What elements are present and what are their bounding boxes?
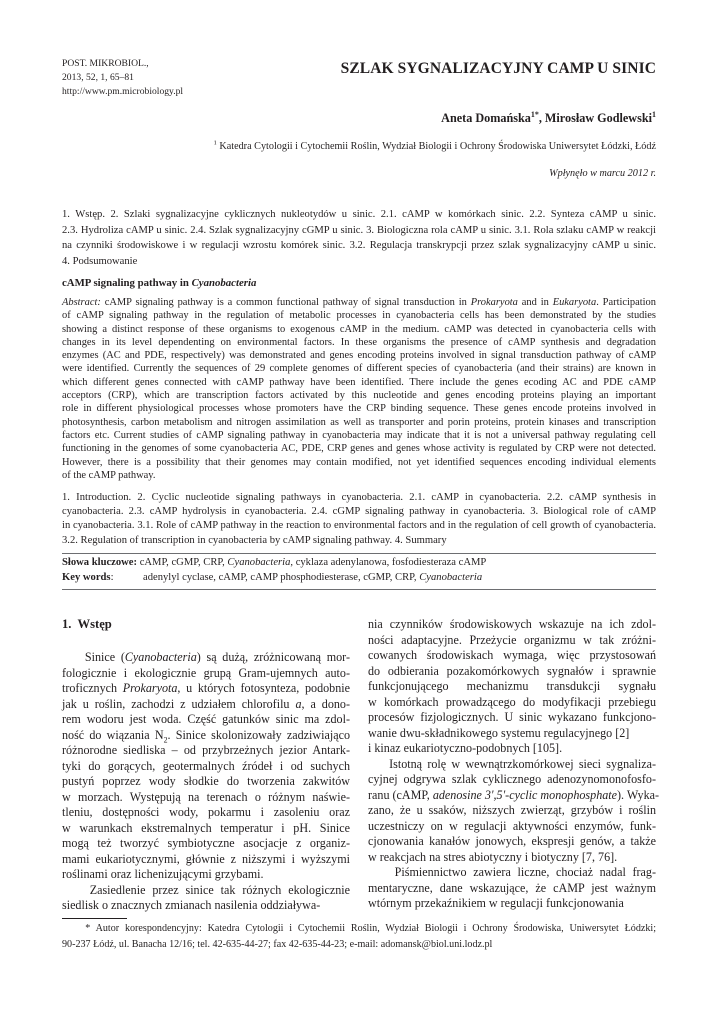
text-segment: However, there is a possibility that their genomes may contain modified, not yet identified sequences encoding individual elements	[62, 456, 656, 468]
text-segment: w reakcjach na stres abiotyczny i biotyczny [7, 76].	[368, 849, 618, 864]
text-segment: siedlisk o znacznych zmianach nasilenia oddziaływa-	[62, 898, 321, 912]
footnote-rule	[62, 918, 127, 919]
article-title: SZLAK SYGNALIZACYJNY CAMP U SINIC	[340, 60, 656, 77]
toc-english	[62, 491, 656, 548]
keywords-top-rule	[62, 553, 656, 554]
author-1-affil: 1*	[530, 109, 539, 119]
italic-segment: Abstract:	[62, 297, 101, 308]
text-segment: na czynniki środowiskowe i w regulacji wzrostu komórek sinic. 3.2. Regulacja transkrypcji przez szlak sygnalizacyjny cAMP u sinic.	[62, 240, 656, 251]
italic-segment: a	[295, 696, 302, 711]
text-line	[368, 819, 656, 835]
text-segment: cAMP signaling pathway is a common functional pathway of signal transduction in	[100, 297, 471, 308]
text-segment: , u których fotosynteza, podobnie	[177, 681, 350, 695]
text-segment: in cyanobacteria. 3.1. Role of cAMP pathway in the reaction to environmental factors and in the regulation of cell growth of cyanobacteria.	[62, 520, 656, 532]
text-segment: cjonowania kanałów jonowych, ekspresji genów, a także	[368, 834, 656, 848]
text-line	[62, 491, 656, 505]
keywords-english-colon: :	[110, 572, 114, 583]
journal-citation	[62, 57, 183, 99]
body-column-left	[62, 650, 350, 914]
text-line	[62, 429, 656, 442]
text-line	[62, 697, 350, 713]
author-2-affil: 1	[652, 109, 656, 119]
text-line	[62, 223, 656, 239]
text-line	[62, 681, 350, 697]
text-line	[62, 650, 350, 666]
text-segment: mogą też tworzyć symbiotyczne asocjacje z organiz-	[62, 836, 350, 850]
text-line	[62, 774, 350, 790]
text-segment: ). Wyka-	[617, 787, 660, 802]
text-segment: wanie dwu-składnikowego systemu regulacyjnego [2]	[368, 725, 630, 740]
received-date: Wpłynęło w marcu 2012 r.	[549, 168, 656, 179]
text-segment: photosynthesis, carbon metabolism and nitrogen assimilation as well as transporter and porin proteins, protein kinases and transcription	[62, 416, 656, 428]
text-segment: rem wodoru jest woda. Część gatunków sinic ma zdol-	[62, 712, 350, 726]
text-segment: Istotną rolę w wewnątrzkomórkowej sieci sygnaliza-	[368, 756, 656, 771]
text-segment: cyanobacteria. 2.3. cAMP hydrolysis in cyanobacteria. 2.4. cGMP signaling pathway in cyanobacteria. 3. Biological role of cAMP	[62, 506, 656, 518]
text-segment: 1. Introduction. 2. Cyclic nucleotide signaling pathways in cyanobacteria. 2.1. cAMP in cyanobacteria. 2.2. cAMP synthesis in	[62, 492, 656, 503]
text-segment: showing a distinct response of these organisms to exogenous cAMP in the medium. cAMP was detected in cyanobacteria cells with	[62, 323, 656, 335]
keywords-polish-text: cAMP, cGMP, CRP,	[137, 557, 228, 568]
text-line	[62, 519, 656, 533]
text-line	[62, 309, 656, 322]
journal-name: POST. MIKROBIOL.,	[62, 58, 149, 69]
text-segment: Zasiedlenie przez sinice tak różnych ekologicznie	[62, 882, 350, 897]
affiliation	[214, 141, 657, 152]
text-segment: of cAMP signaling pathway in the regulation of metabolic processes in cyanobacteria cells has been demonstrated by the studies	[62, 310, 656, 322]
keywords-polish	[62, 555, 486, 570]
text-segment: nia czynników środowiskowych wskazuje na ich zdol-	[368, 617, 656, 631]
text-line	[62, 505, 656, 519]
text-line	[62, 937, 656, 953]
keywords-bottom-rule	[62, 589, 656, 590]
text-segment: Sinice (	[62, 650, 125, 664]
keywords-polish-label: Słowa kluczowe:	[62, 557, 138, 568]
text-line	[62, 389, 656, 402]
text-line	[368, 772, 656, 788]
journal-url[interactable]: http://www.pm.microbiology.pl	[62, 86, 184, 97]
text-line	[368, 757, 656, 773]
text-segment: mami eukariotycznymi, głównie z niższymi i wyższymi	[62, 851, 350, 866]
text-line	[62, 821, 350, 837]
text-line	[368, 850, 656, 866]
text-segment: cowanych środowiskach wymaga, więc przystosowań	[368, 648, 656, 662]
keywords-english	[62, 570, 482, 585]
text-segment: w komórkach prowadzącego do modyfikacji przebiegu	[368, 694, 656, 709]
author-2: Mirosław Godlewski	[544, 111, 653, 125]
text-line	[62, 883, 350, 899]
abstract	[62, 296, 656, 482]
text-segment: * Autor korespondencyjny: Katedra Cytologii i Cytochemii Roślin, Wydział Biologii i Ochrony Środowiska, Uniwersytet Łódzki;	[62, 923, 656, 934]
text-segment: do odbierania pozakomórkowych sygnałów i sprawnie	[368, 663, 656, 678]
text-line	[62, 728, 350, 744]
text-segment: różnorodne siedliska – od przybrzeżnych jezior Antark-	[62, 743, 350, 757]
text-segment: were identified. Currently the sequences of 29 complete genomes of different species of cyanobacteria (and their strains) are known in	[62, 363, 656, 375]
text-segment: mentaryczne, dane wskazujące, że cAMP jest ważnym	[368, 880, 656, 895]
text-segment: 2.3. Hydroliza cAMP u sinic. 2.4. Szlak sygnalizacyjny cGMP u sinic. 3. Biologiczna rola cAMP u sinic. 3.1. Rola szlaku cAMP w reakcji	[62, 224, 656, 236]
text-line	[368, 710, 656, 726]
text-segment: w morzach. Występują na terenach o różnym naświe-	[62, 789, 350, 804]
text-line	[368, 834, 656, 850]
authors	[441, 111, 656, 126]
italic-segment: Eukaryota	[552, 297, 597, 308]
text-line	[62, 743, 350, 759]
text-line	[368, 803, 656, 819]
text-line	[368, 695, 656, 711]
text-line	[368, 633, 656, 649]
text-line	[62, 336, 656, 349]
text-segment: 4. Podsumowanie	[62, 255, 138, 267]
text-segment: Piśmiennictwo zawiera liczne, chociaż nadal frag-	[368, 865, 656, 879]
author-1: Aneta Domańska	[441, 111, 531, 125]
text-line	[62, 207, 656, 223]
english-title	[62, 277, 656, 289]
text-line	[62, 442, 656, 455]
text-segment: and in	[517, 297, 553, 308]
text-segment: 3.2. Regulation of transcription in cyanobacteria by cAMP signaling pathway. 4. Summary	[62, 534, 447, 546]
text-segment: acceptors (CRP), which are transcription factors activated by this nucleotide and genes encoding proteins playing an important	[62, 390, 656, 402]
keywords-polish-italic: Cyanobacteria	[227, 557, 291, 568]
text-line	[62, 296, 656, 309]
text-segment: tleniu, dostępności wody, pokarmu i zasoleniu oraz	[62, 805, 350, 819]
text-segment: procesów fizjologicznych. U sinic wykazano funkcjono-	[368, 710, 656, 724]
english-title-text: cAMP signaling pathway in	[62, 277, 192, 289]
text-line	[368, 726, 656, 742]
keywords-english-label-text: Key words	[62, 572, 111, 583]
text-segment: pustyń poprzez wody słodkie do tworzenia zakwitów	[62, 774, 350, 788]
body-column-right	[368, 617, 660, 912]
text-line	[62, 712, 350, 728]
text-segment: troficznych	[62, 681, 123, 695]
text-segment: funkcjonującego mechanizmu transdukcji sygnału	[368, 679, 656, 693]
text-segment: uczestniczy on w regulacji aktywności enzymów, funk-	[368, 818, 656, 833]
text-segment: 90-237 Łódź, ul. Banacha 12/16; tel. 42-635-44-27; fax 42-635-44-23; e-mail: adomansk@biol.uni.lodz.pl	[62, 938, 493, 950]
text-line	[368, 664, 656, 680]
text-line	[368, 679, 656, 695]
text-segment: cyjnej odgrywa szlak cyklicznego adenozynomonofosfo-	[368, 772, 656, 786]
text-line	[62, 921, 656, 937]
author-separator: ,	[538, 111, 545, 125]
text-line	[62, 238, 656, 254]
text-segment: which different genes connected with cAMP pathway have been identified. There include the genes ecoding AC and PDE cAMP	[62, 376, 656, 388]
text-line	[368, 881, 656, 897]
subscript-segment: 2	[163, 734, 168, 744]
text-line	[62, 416, 656, 429]
italic-segment: adenosine 3',5'-cyclic monophosphate	[432, 787, 618, 802]
text-segment: tyki do gorących, geotermalnych źródeł i od suchych	[62, 758, 350, 773]
toc-polish	[62, 207, 656, 269]
text-line	[368, 896, 656, 912]
italic-segment: Cyanobacteria	[124, 650, 197, 664]
keywords-english-italic: Cyanobacteria	[419, 572, 483, 583]
text-segment: functioning in the genomes of some cyanobacteria AC, PDE, CRP genes and genes whose activity is regulated by CRP were not detected.	[62, 443, 656, 455]
text-segment: role in different physiological processes whose promoters have the CRP binding sequence. These genes encode proteins involved in	[62, 403, 656, 415]
text-line	[368, 617, 656, 633]
text-line	[62, 349, 656, 362]
text-segment: 1. Wstęp. 2. Szlaki sygnalizacyjne cyklicznych nukleotydów u sinic. 2.1. cAMP w komórkach sinic. 2.2. Synteza cAMP u sinic.	[62, 209, 656, 220]
italic-segment: Prokaryota	[122, 681, 178, 695]
text-segment: ) są dużą, zróżnicowaną mor-	[196, 650, 350, 664]
italic-segment: Prokaryota	[470, 297, 518, 308]
text-segment: wtórnym przekaźnikiem w regulacji funkcjonowania	[368, 896, 624, 910]
affiliation-number: 1	[213, 139, 217, 147]
text-line	[62, 534, 656, 548]
text-segment: of the cAMP pathway.	[62, 469, 156, 481]
text-segment: . Sinice skolonizowały zadziwiająco	[167, 727, 350, 742]
text-line	[368, 787, 660, 804]
text-segment: ności adaptacyjne. Przeżycie organizmu w tak zróżni-	[368, 632, 656, 647]
text-line	[62, 469, 656, 482]
text-segment: jak u roślin, zachodzi z udziałem chlorofilu	[62, 696, 296, 711]
keywords-english-text: adenylyl cyclase, cAMP, cAMP phosphodiesterase, cGMP, CRP,	[143, 572, 420, 583]
section-heading: 1. Wstęp	[62, 617, 112, 631]
text-segment: w warunkach ekstremalnych temperatur i pH. Sinice	[62, 820, 350, 835]
text-line	[62, 666, 350, 682]
text-line	[62, 805, 350, 821]
text-line	[368, 741, 656, 757]
text-line	[62, 867, 350, 883]
text-line	[62, 836, 350, 852]
text-segment: roślinami oraz lichenizującymi grzybami.	[62, 867, 264, 881]
text-segment: . Participation	[596, 297, 656, 308]
text-line	[62, 402, 656, 415]
text-line	[62, 759, 350, 775]
text-segment: fologicznie i ekologicznie grupą Gram-ujemnych auto-	[62, 665, 350, 680]
text-segment: zano, że u ssaków, niższych zwierząt, grzybów i roślin	[368, 803, 656, 817]
text-segment: ność do wiązania N	[62, 727, 164, 742]
text-segment: ranu (cAMP,	[368, 787, 433, 802]
journal-volume: 2013, 52, 1, 65–81	[62, 72, 134, 83]
text-segment: factors etc. Current studies of cAMP signaling pathway in cyanobacteria may indicate that it is not a universal pathway regulating cell	[62, 429, 656, 441]
text-line	[62, 852, 350, 868]
text-line	[368, 648, 656, 664]
text-line	[62, 790, 350, 806]
text-line	[62, 254, 656, 270]
text-segment: i kinaz eukariotyczno-podobnych [105].	[368, 741, 563, 755]
text-line	[62, 376, 656, 389]
keywords-english-label	[62, 570, 143, 585]
text-line	[62, 456, 656, 469]
text-line	[62, 362, 656, 375]
text-line	[368, 865, 656, 881]
affiliation-text: Katedra Cytologii i Cytochemii Roślin, Wydział Biologii i Ochrony Środowiska Uniwersytet Łódzki, Łódź	[216, 141, 656, 152]
text-segment: changes in its level dependenting on environmental factors. In these organisms the presence of cAMP synthesis and degradation	[62, 336, 656, 348]
keywords-polish-text-2: , cyklaza adenylanowa, fosfodiesteraza cAMP	[290, 557, 487, 568]
text-line	[62, 898, 350, 914]
text-line	[62, 323, 656, 336]
footnote	[62, 921, 656, 952]
text-segment: , a dono-	[301, 696, 350, 711]
english-title-italic: Cyanobacteria	[191, 277, 257, 289]
text-segment: enzymes (AC and PDE, respectively) was demonstrated and genes encoding proteins involved in signal transduction pathway of cAMP	[62, 350, 656, 362]
